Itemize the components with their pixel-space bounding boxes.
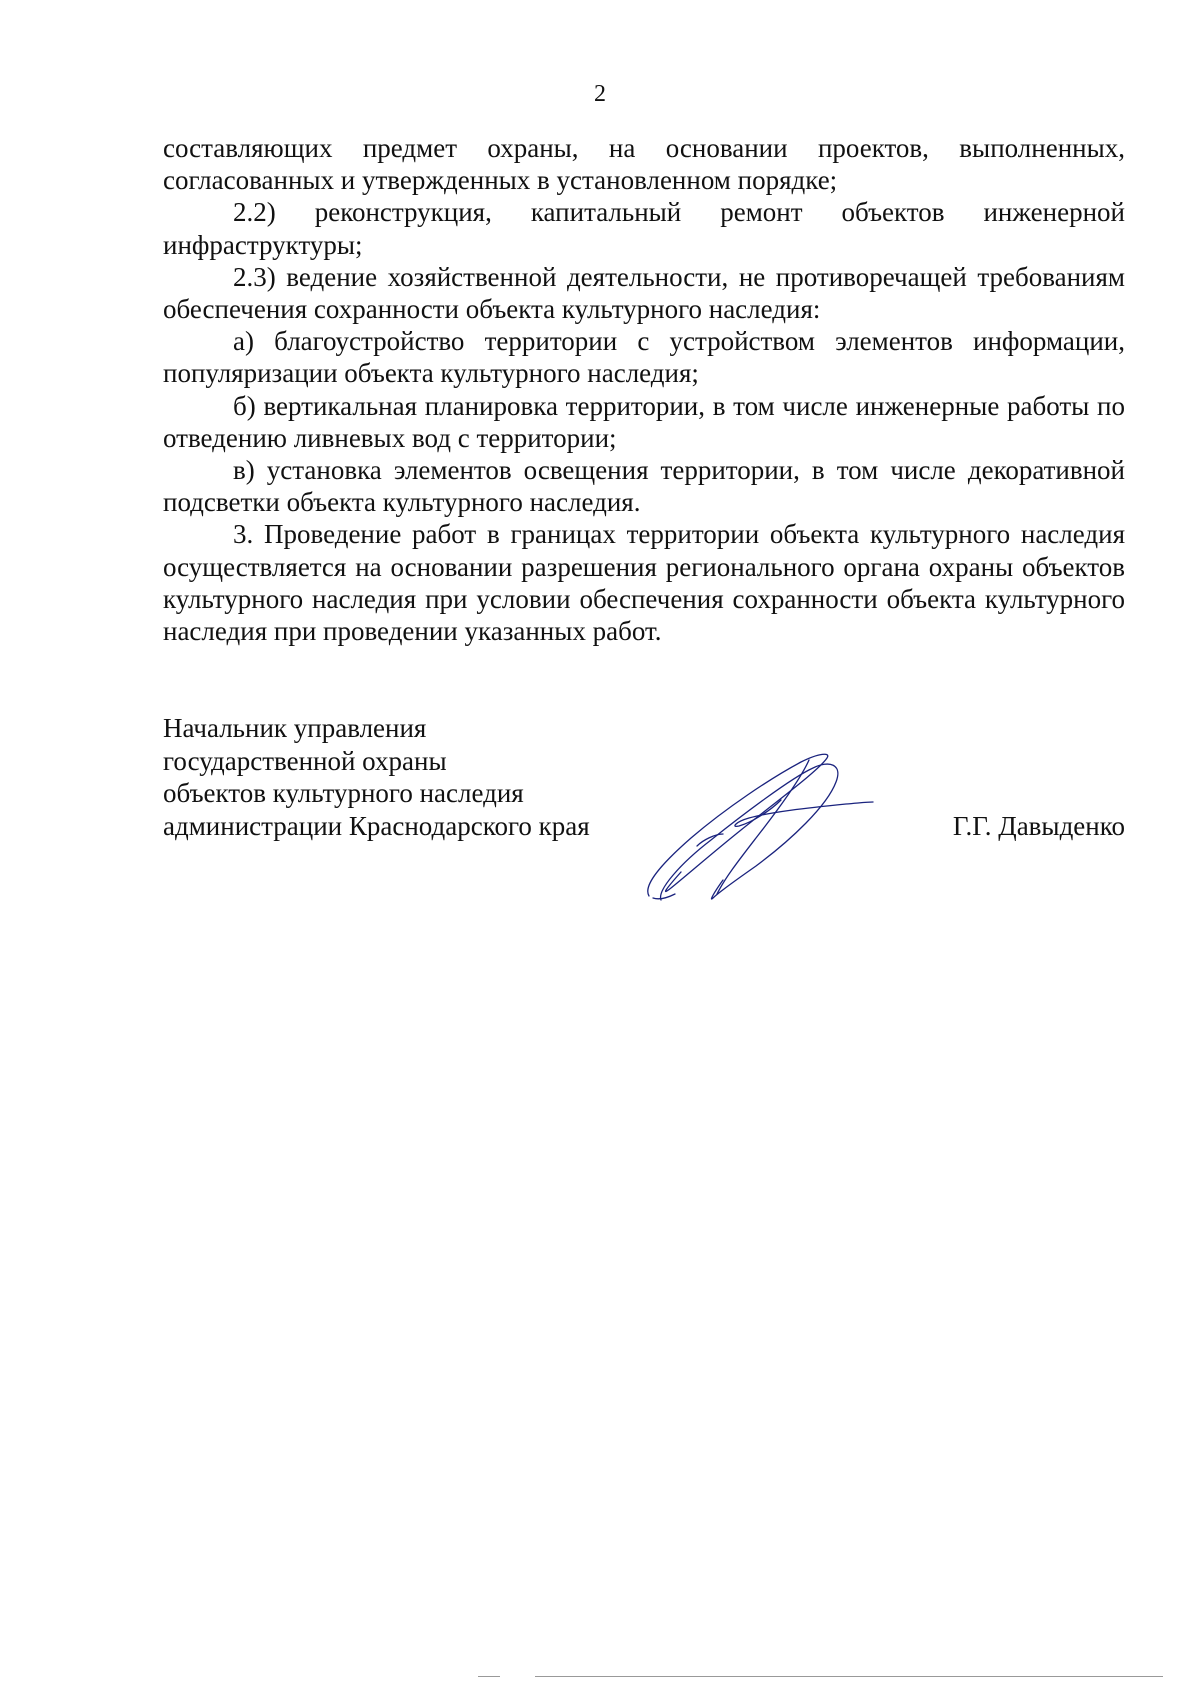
paragraph-item-2-2: 2.2) реконструкция, капитальный ремонт объектов инженерной инфраструктуры; — [163, 197, 1125, 260]
paragraph-item-2-3: 2.3) ведение хозяйственной деятельности, не противоречащей требованиям обеспечения сохранности объекта культурного наследия: — [163, 261, 1125, 325]
paragraph-item-3: 3. Проведение работ в границах территории объекта культурного наследия осуществляется на основании разрешения регионального органа охраны объектов культурного наследия при условии обеспечения сохранности объекта культурного наследия при проведении указанных работ. — [163, 519, 1125, 647]
footer-divider — [535, 1676, 1163, 1677]
page-number: 2 — [594, 81, 606, 107]
paragraph-item-a: а) благоустройство территории с устройством элементов информации, популяризации объекта культурного наследия; — [163, 326, 1125, 389]
handwritten-signature — [631, 748, 876, 903]
signer-position-line: государственной охраны — [163, 745, 447, 776]
paragraph-continuation: составляющих предмет охраны, на основании проектов, выполненных, согласованных и утвержденных в установленном порядке; — [163, 133, 1125, 196]
signer-position-line: объектов культурного наследия — [163, 778, 524, 808]
signature-stroke — [661, 764, 838, 900]
signer-position-line: администрации Краснодарского края — [163, 810, 590, 841]
document-body — [163, 132, 1125, 647]
signature-stroke — [653, 894, 675, 899]
signature-block — [163, 712, 1125, 912]
signer-position — [163, 712, 590, 842]
signer-position-line: Начальник управления — [163, 713, 427, 743]
signature-stroke — [717, 760, 809, 894]
signer-name: Г.Г. Давыденко — [952, 810, 1125, 841]
paragraph-item-b: б) вертикальная планировка территории, в том числе инженерные работы по отведению ливневых вод с территории; — [163, 390, 1125, 453]
footer-divider — [478, 1676, 500, 1677]
paragraph-item-v: в) установка элементов освещения территории, в том числе декоративной подсветки объекта культурного наследия. — [163, 455, 1125, 518]
signature-stroke — [735, 800, 873, 826]
